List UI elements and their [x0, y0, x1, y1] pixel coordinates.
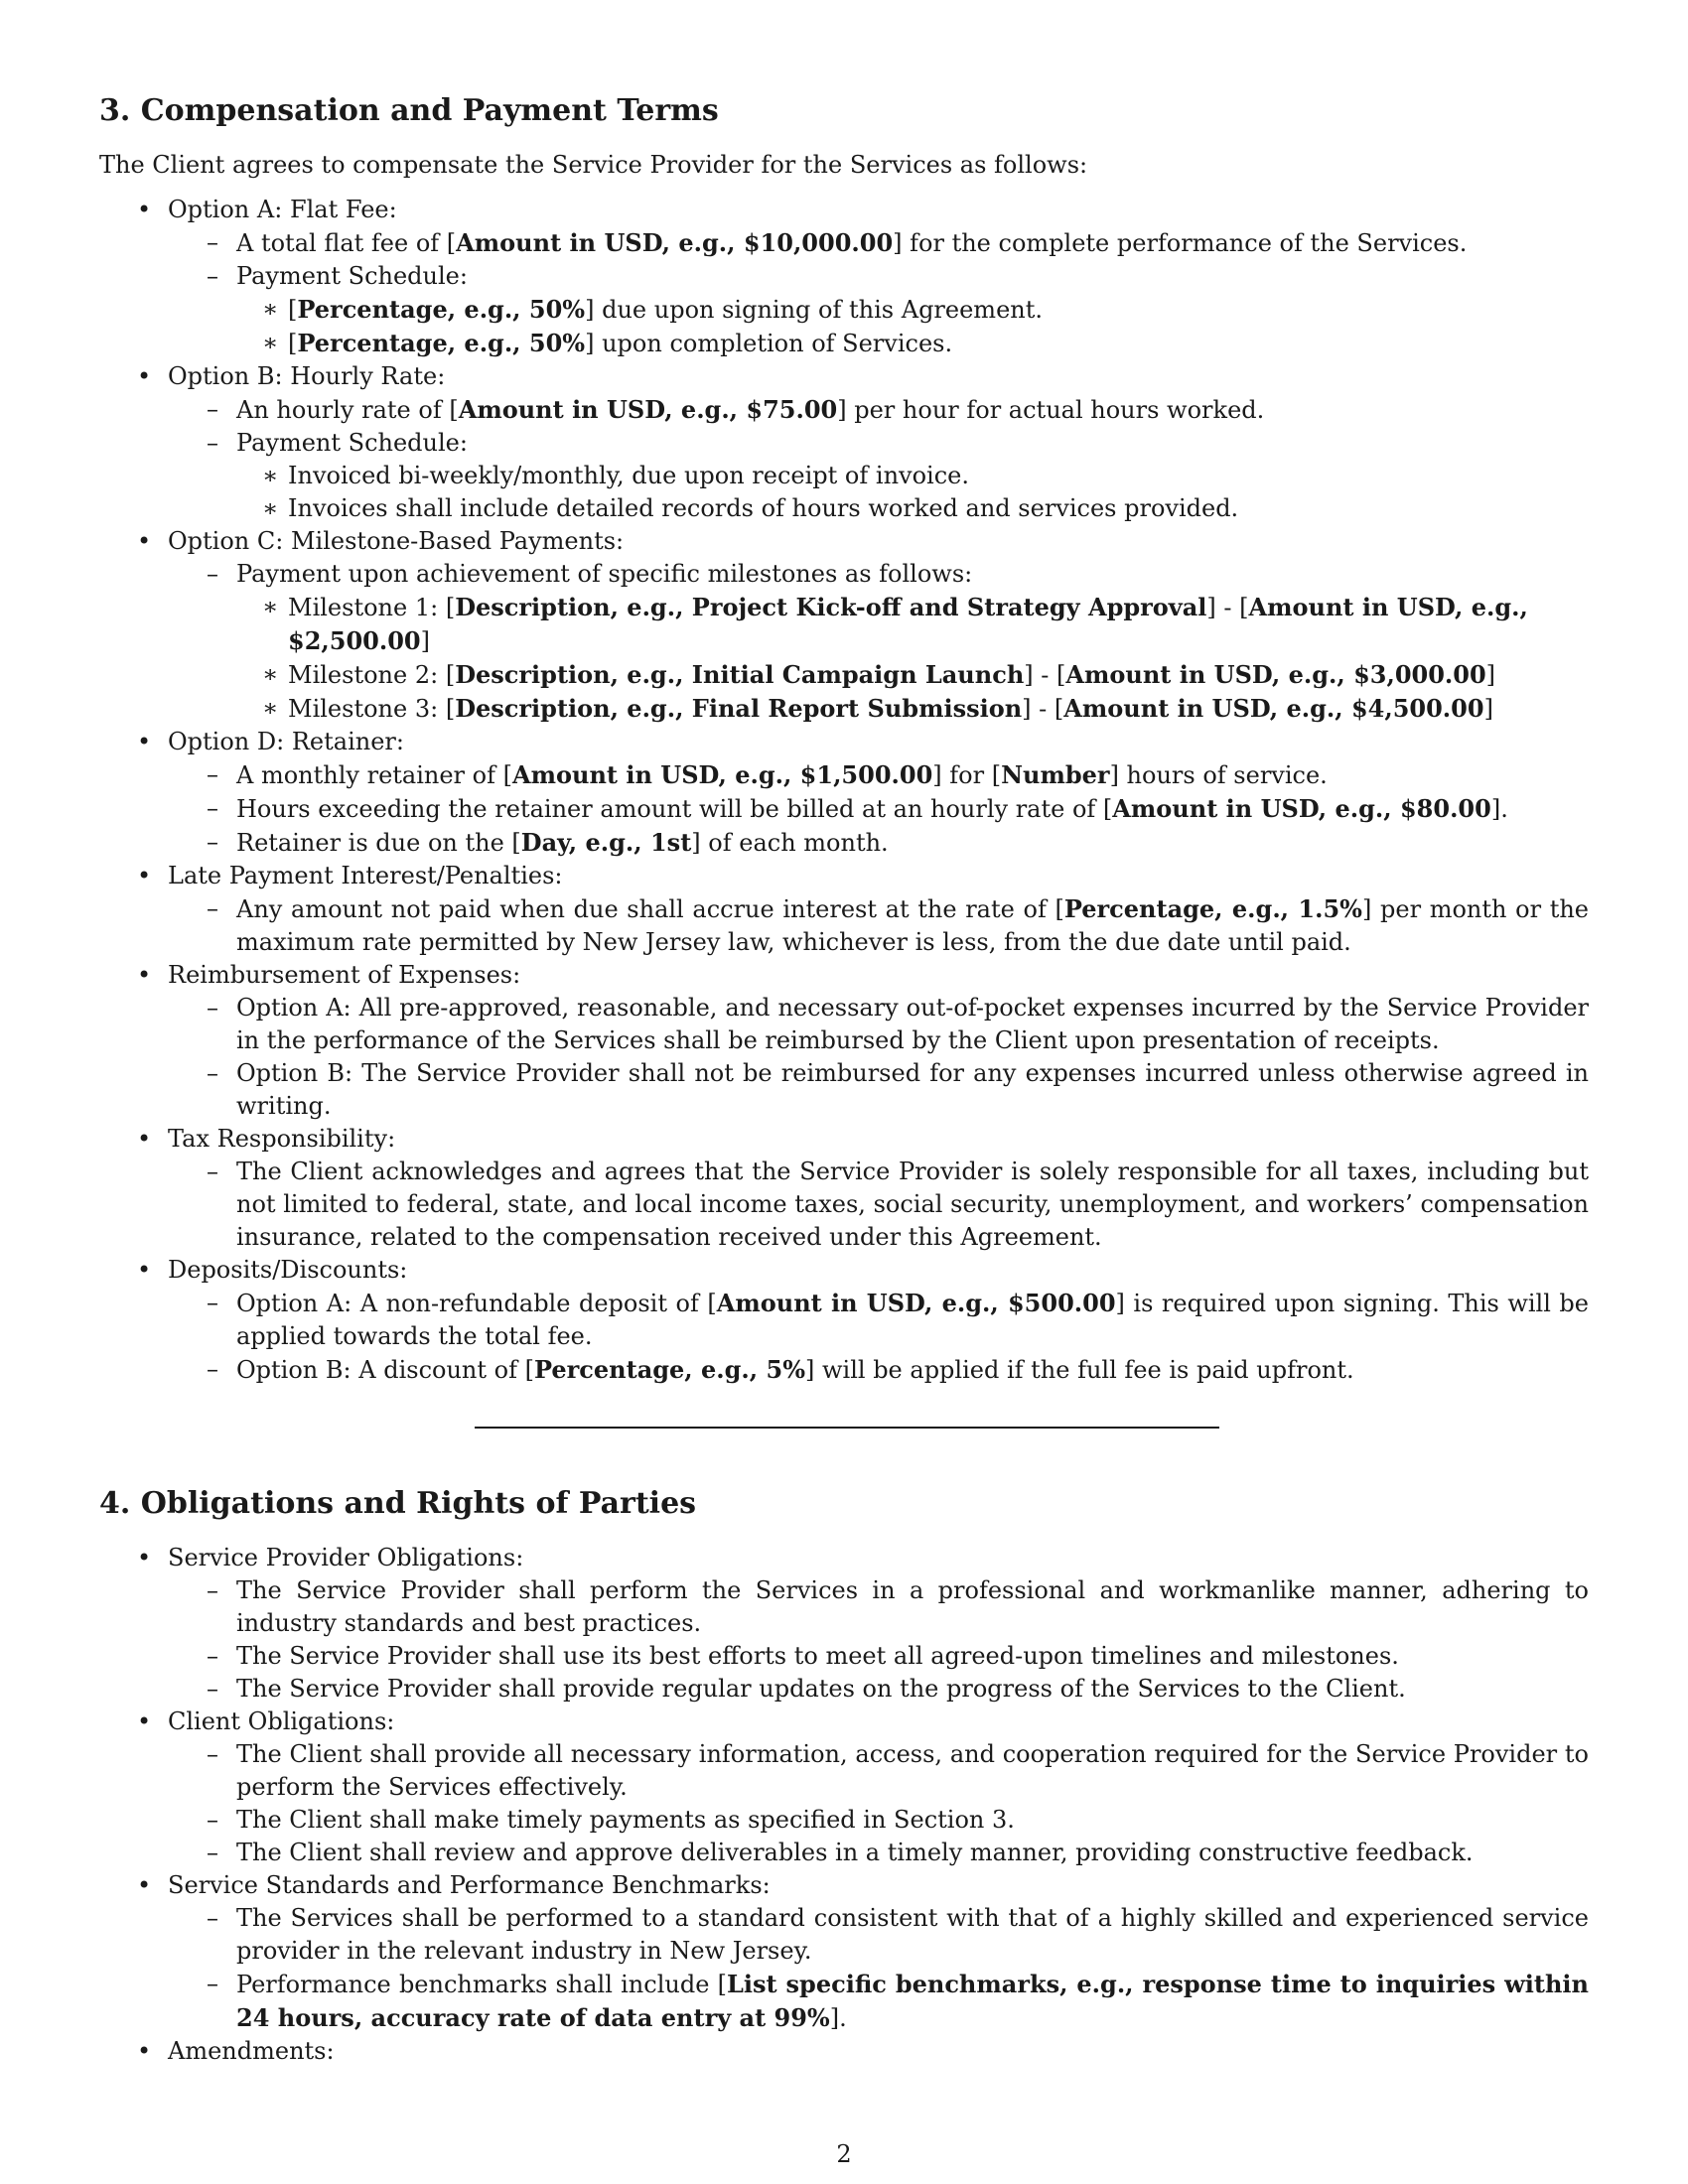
payment-schedule-a: – Payment Schedule: ∗ [Percentage, e.g., 50%] due upon signing of this Agreement. ∗ [Percentage, e.g., 50%] upon completion of Services.	[177, 260, 1589, 360]
standards-line-2: – Performance benchmarks shall include [List specific benchmarks, e.g., response time to inquiries within 24 hours, accuracy rate of data entry at 99%].	[177, 1968, 1589, 2035]
retainer-line-1: – A monthly retainer of [Amount in USD, e.g., $1,500.00] for [Number] hours of service.	[177, 758, 1589, 792]
retainer-line-3: – Retainer is due on the [Day, e.g., 1st] of each month.	[177, 826, 1589, 860]
obligations-list	[99, 1542, 1589, 2068]
option-b-item: • Option B: Hourly Rate: – An hourly rate of [Amount in USD, e.g., $75.00] per hour for actual hours worked. – Payment Schedule: ∗ Invoiced bi-weekly/monthly, due upon receipt of invoice. ∗ Invoices shall include detailed records of hours worked and services provided.	[99, 360, 1589, 525]
reimbursement-item: • Reimbursement of Expenses: – Option A: All pre-approved, reasonable, and necessary out-of-pocket expenses incurred by the Service Provider in the performance of the Services shall be reimbursed by the Client upon presentation of receipts. – Option B: The Service Provider shall not be reimbursed for any expenses incurred unless otherwise agreed in writing.	[99, 959, 1589, 1123]
retainer-line-2: – Hours exceeding the retainer amount will be billed at an hourly rate of [Amount in USD, e.g., $80.00].	[177, 792, 1589, 826]
deposit-option-a: – Option A: A non-refundable deposit of [Amount in USD, e.g., $500.00] is required upon signing. This will be applied towards the total fee.	[177, 1287, 1589, 1353]
client-obligation-2: – The Client shall make timely payments as specified in Section 3.	[177, 1804, 1589, 1837]
client-obligations-item: • Client Obligations: – The Client shall provide all necessary information, access, and cooperation required for the Service Provider to perform the Services effectively. – The Client shall make timely payments as specified in Section 3. – The Client shall review and approve deliverables in a timely manner, providing constructive feedback.	[99, 1706, 1589, 1869]
section-4-heading: 4. Obligations and Rights of Parties	[99, 1486, 697, 1521]
standards-line-1: – The Services shall be performed to a standard consistent with that of a highly skilled and experienced service provider in the relevant industry in New Jersey.	[177, 1902, 1589, 1968]
late-payment-item: • Late Payment Interest/Penalties: – Any amount not paid when due shall accrue interest at the rate of [Percentage, e.g., 1.5%] per month or the maximum rate permitted by New Jersey law, whichever is less, from the due date until paid.	[99, 860, 1589, 959]
schedule-a-line-1: ∗ [Percentage, e.g., 50%] due upon signing of this Agreement.	[236, 293, 1589, 327]
sp-obligation-3: – The Service Provider shall provide regular updates on the progress of the Services to the Client.	[177, 1673, 1589, 1706]
milestone-3: ∗ Milestone 3: [Description, e.g., Final Report Submission] - [Amount in USD, e.g., $4,500.00]	[236, 692, 1589, 726]
client-obligation-1: – The Client shall provide all necessary information, access, and cooperation required for the Service Provider to perform the Services effectively.	[177, 1738, 1589, 1804]
section-divider	[475, 1427, 1219, 1429]
amendments-item: • Amendments:	[99, 2035, 1589, 2068]
sp-obligation-2: – The Service Provider shall use its best efforts to meet all agreed-upon timelines and milestones.	[177, 1640, 1589, 1673]
payment-schedule-b: – Payment Schedule: ∗ Invoiced bi-weekly/monthly, due upon receipt of invoice. ∗ Invoices shall include detailed records of hours worked and services provided.	[177, 427, 1589, 525]
sp-obligation-1: – The Service Provider shall perform the Services in a professional and workmanlike manner, adhering to industry standards and best practices.	[177, 1574, 1589, 1640]
milestone-1: ∗ Milestone 1: [Description, e.g., Project Kick-off and Strategy Approval] - [Amount in USD, e.g., $2,500.00]	[236, 591, 1589, 658]
milestone-2: ∗ Milestone 2: [Description, e.g., Initial Campaign Launch] - [Amount in USD, e.g., $3,000.00]	[236, 658, 1589, 692]
reimbursement-option-a: – Option A: All pre-approved, reasonable, and necessary out-of-pocket expenses incurred by the Service Provider in the performance of the Services shall be reimbursed by the Client upon presentation of receipts.	[177, 992, 1589, 1057]
sp-obligations-item: • Service Provider Obligations: – The Service Provider shall perform the Services in a professional and workmanlike manner, adhering to industry standards and best practices. – The Service Provider shall use its best efforts to meet all agreed-upon timelines and milestones. – The Service Provider shall provide regular updates on the progress of the Services to the Client.	[99, 1542, 1589, 1706]
schedule-b-line-1: ∗ Invoiced bi-weekly/monthly, due upon receipt of invoice.	[236, 460, 1589, 492]
option-c-item: • Option C: Milestone-Based Payments: – Payment upon achievement of specific milestones as follows: ∗ Milestone 1: [Description, e.g., Project Kick-off and Strategy Approval] - [Amount in USD, e.g., $2,500.00] ∗ Milestone 2: [Description, e.g., Initial Campaign Launch] - [Amount in USD, e.g., $3,000.00] ∗ Milestone 3: [Description, e.g., Final Report Submission] - [Amount in USD, e.g., $4,500.00]	[99, 525, 1589, 726]
milestone-lead: – Payment upon achievement of specific milestones as follows: ∗ Milestone 1: [Description, e.g., Project Kick-off and Strategy Approval] - [Amount in USD, e.g., $2,500.00] ∗ Milestone 2: [Description, e.g., Initial Campaign Launch] - [Amount in USD, e.g., $3,000.00] ∗ Milestone 3: [Description, e.g., Final Report Submission] - [Amount in USD, e.g., $4,500.00]	[177, 558, 1589, 726]
hourly-rate-line: – An hourly rate of [Amount in USD, e.g., $75.00] per hour for actual hours worked.	[177, 393, 1589, 427]
document-page	[99, 91, 1589, 2068]
option-d-item: • Option D: Retainer: – A monthly retainer of [Amount in USD, e.g., $1,500.00] for [Number] hours of service. – Hours exceeding the retainer amount will be billed at an hourly rate of [Amount in USD, e.g., $80.00]. – Retainer is due on the [Day, e.g., 1st] of each month.	[99, 726, 1589, 860]
reimbursement-option-b: – Option B: The Service Provider shall not be reimbursed for any expenses incurred unless otherwise agreed in writing.	[177, 1057, 1589, 1123]
tax-line: – The Client acknowledges and agrees that the Service Provider is solely responsible for all taxes, including but not limited to federal, state, and local income taxes, social security, unemployment, and workers’ compensation insurance, related to the compensation received under this Agreement.	[177, 1156, 1589, 1254]
flat-fee-line: – A total flat fee of [Amount in USD, e.g., $10,000.00] for the complete performance of the Services.	[177, 226, 1589, 260]
compensation-list	[99, 194, 1589, 1387]
section-3-intro: The Client agrees to compensate the Service Provider for the Services as follows:	[99, 151, 1088, 179]
deposits-item: • Deposits/Discounts: – Option A: A non-refundable deposit of [Amount in USD, e.g., $500.00] is required upon signing. This will be applied towards the total fee. – Option B: A discount of [Percentage, e.g., 5%] will be applied if the full fee is paid upfront.	[99, 1254, 1589, 1387]
page-number: 2	[836, 2140, 852, 2168]
late-payment-line: – Any amount not paid when due shall accrue interest at the rate of [Percentage, e.g., 1.5%] per month or the maximum rate permitted by New Jersey law, whichever is less, from the due date until paid.	[177, 892, 1589, 959]
standards-item: • Service Standards and Performance Benchmarks: – The Services shall be performed to a standard consistent with that of a highly skilled and experienced service provider in the relevant industry in New Jersey. – Performance benchmarks shall include [List specific benchmarks, e.g., response time to inquiries within 24 hours, accuracy rate of data entry at 99%].	[99, 1869, 1589, 2035]
option-a-item: • Option A: Flat Fee: – A total flat fee of [Amount in USD, e.g., $10,000.00] for the complete performance of the Services. – Payment Schedule: ∗ [Percentage, e.g., 50%] due upon signing of this Agreement. ∗ [Percentage, e.g., 50%] upon completion of Services.	[99, 194, 1589, 360]
deposit-option-b: – Option B: A discount of [Percentage, e.g., 5%] will be applied if the full fee is paid upfront.	[177, 1353, 1589, 1387]
schedule-b-line-2: ∗ Invoices shall include detailed records of hours worked and services provided.	[236, 492, 1589, 525]
section-3-heading: 3. Compensation and Payment Terms	[99, 93, 719, 128]
tax-item: • Tax Responsibility: – The Client acknowledges and agrees that the Service Provider is solely responsible for all taxes, including but not limited to federal, state, and local income taxes, social security, unemployment, and workers’ compensation insurance, related to the compensation received under this Agreement.	[99, 1123, 1589, 1254]
client-obligation-3: – The Client shall review and approve deliverables in a timely manner, providing constructive feedback.	[177, 1837, 1589, 1869]
schedule-a-line-2: ∗ [Percentage, e.g., 50%] upon completion of Services.	[236, 327, 1589, 360]
